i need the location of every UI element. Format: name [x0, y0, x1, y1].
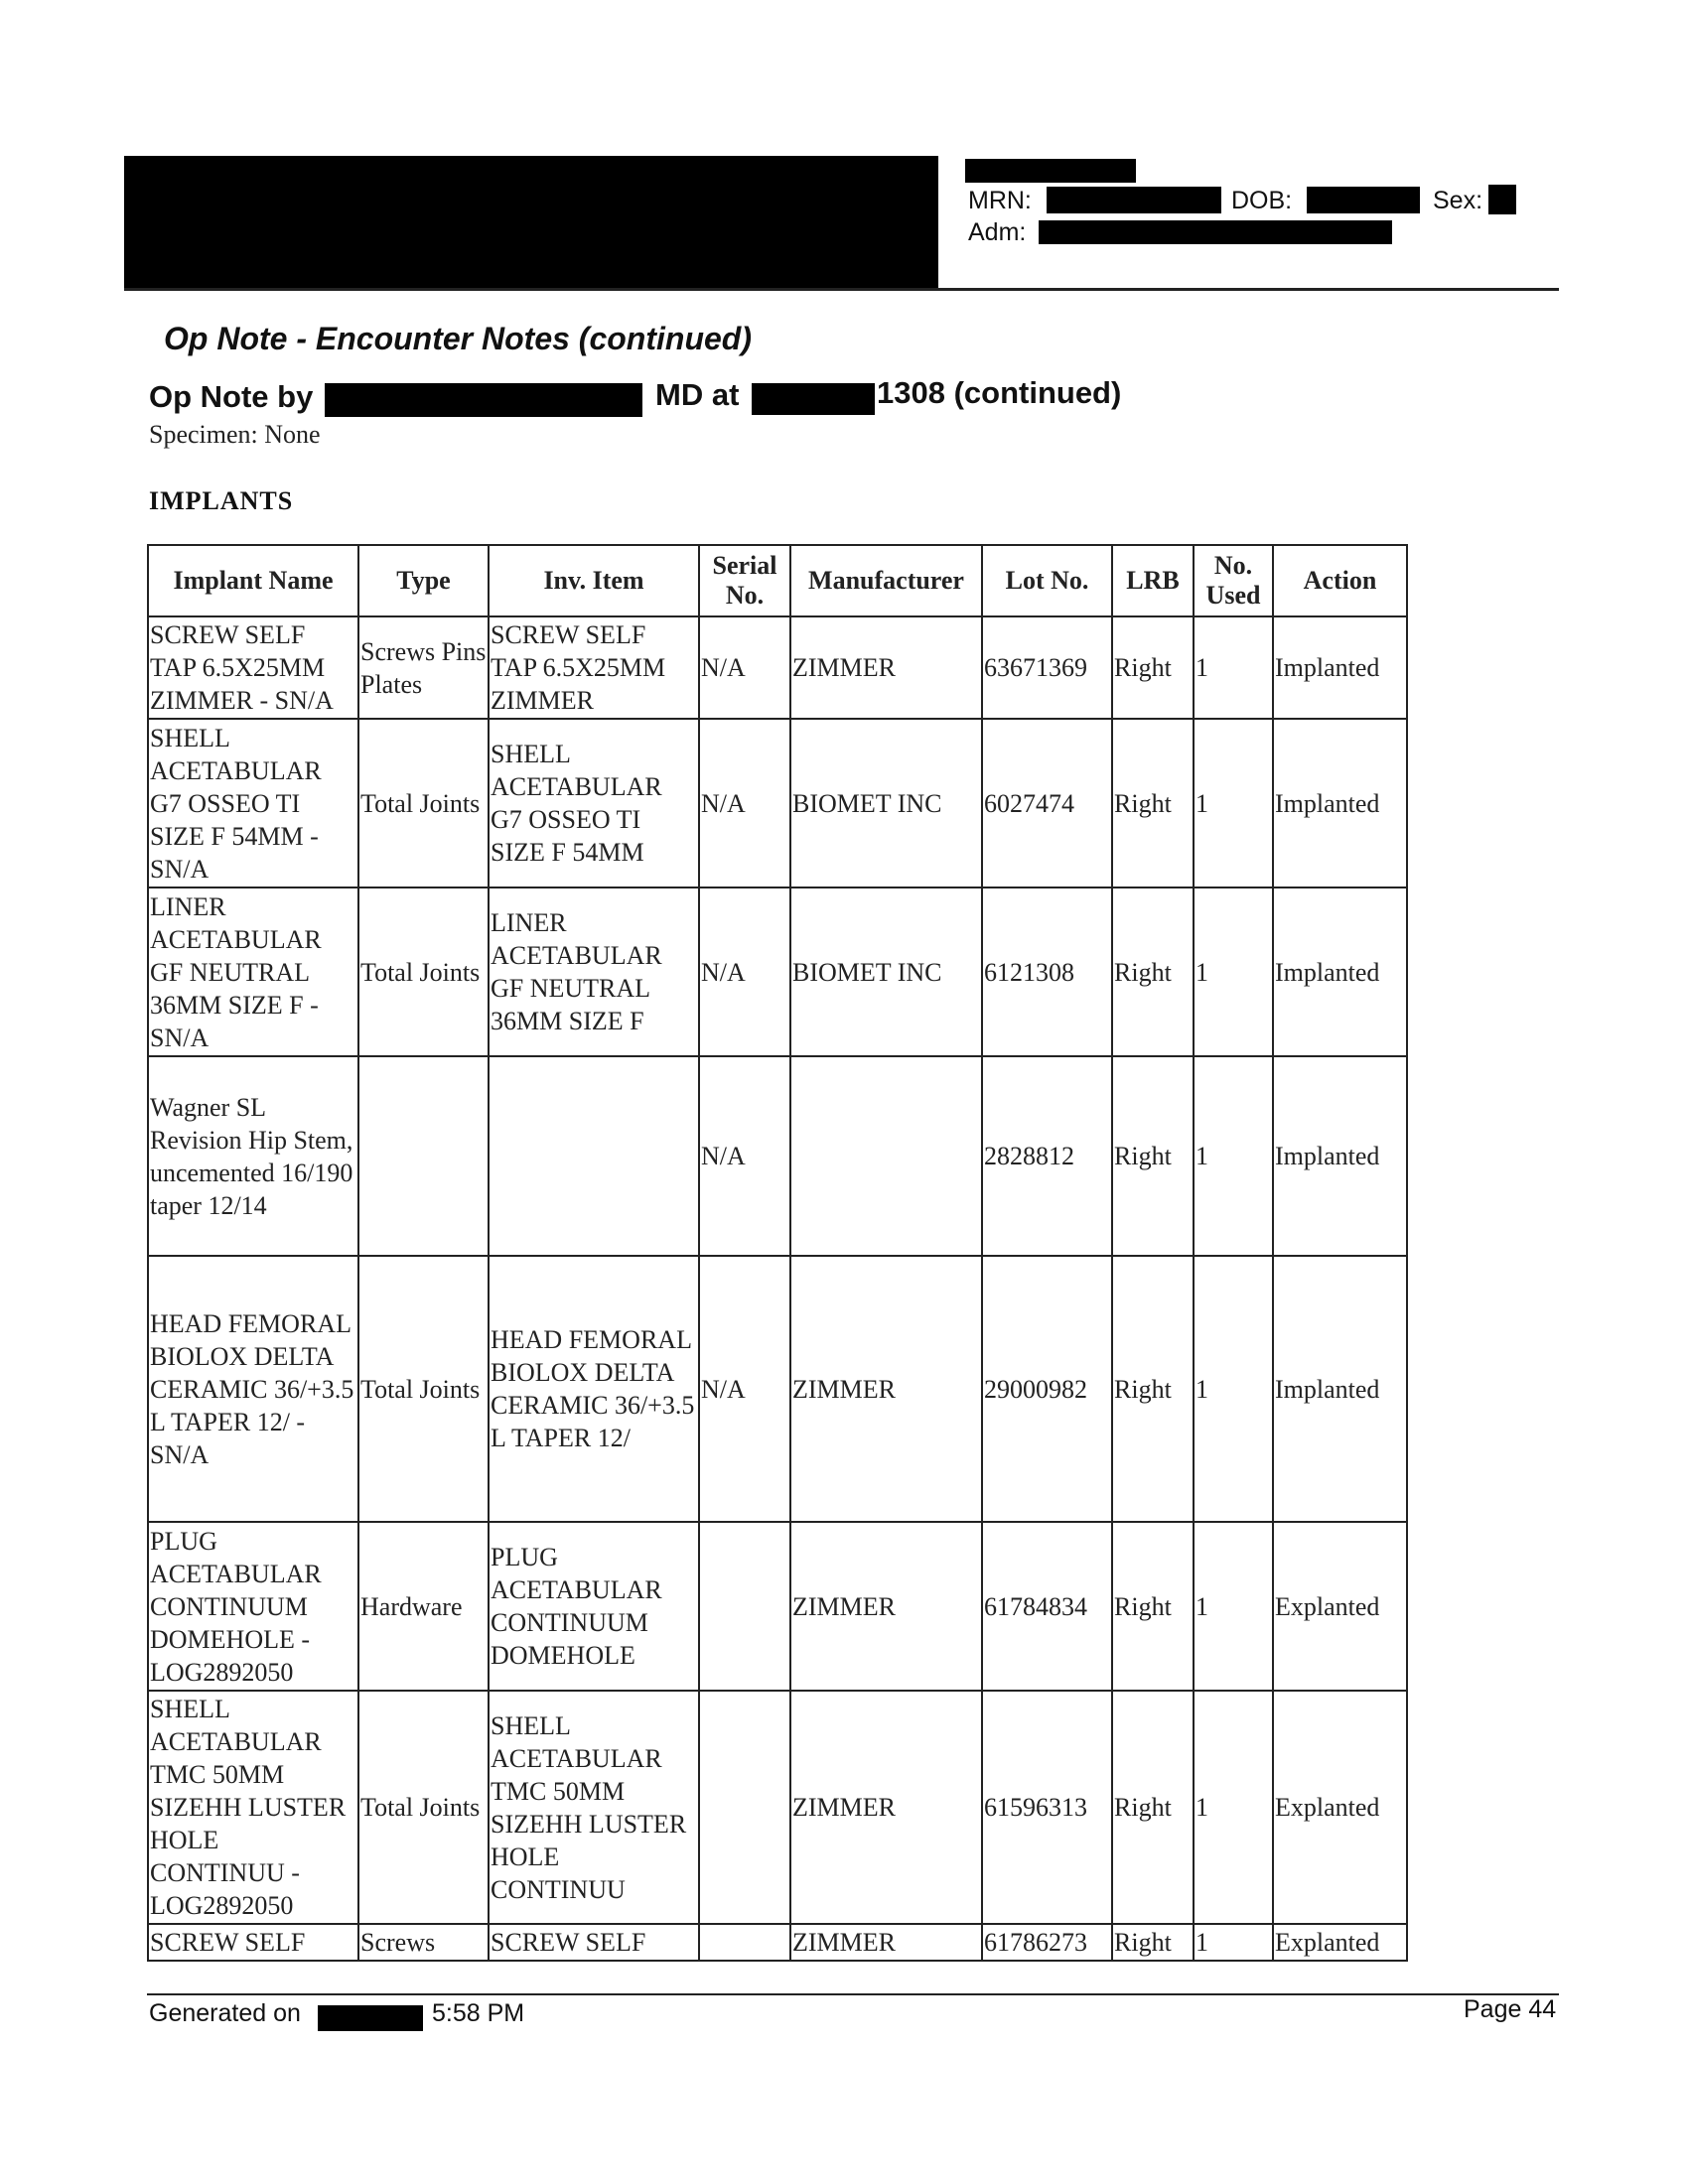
cell-no-used: 1: [1194, 1924, 1273, 1961]
cell-lrb: Right: [1112, 719, 1194, 887]
cell-lrb: Right: [1112, 1691, 1194, 1924]
table-row: [148, 1924, 1407, 1961]
col-header-manufacturer: Manufacturer: [790, 545, 982, 616]
cell-serial-no: N/A: [699, 616, 790, 719]
col-header-lrb: LRB: [1112, 545, 1194, 616]
cell-implant-name: SCREW SELF: [148, 1924, 358, 1961]
cell-lrb: Right: [1112, 616, 1194, 719]
surgeon-redaction: [325, 383, 642, 417]
cell-implant-name: SCREW SELF TAP 6.5X25MM ZIMMER - SN/A: [148, 616, 358, 719]
cell-type: Total Joints: [358, 1691, 489, 1924]
cell-lot-no: 6027474: [982, 719, 1112, 887]
adm-label: Adm:: [968, 218, 1027, 246]
cell-inv-item: HEAD FEMORAL BIOLOX DELTA CERAMIC 36/+3.5 L TAPER 12/: [489, 1256, 699, 1522]
cell-no-used: 1: [1194, 1691, 1273, 1924]
cell-implant-name: SHELL ACETABULAR G7 OSSEO TI SIZE F 54MM - SN/A: [148, 719, 358, 887]
dob-label: DOB:: [1231, 187, 1293, 214]
footer-rule: [147, 1993, 1559, 1995]
cell-inv-item: [489, 1056, 699, 1256]
cell-no-used: 1: [1194, 719, 1273, 887]
cell-action: Explanted: [1273, 1924, 1407, 1961]
cell-implant-name: PLUG ACETABULAR CONTINUUM DOMEHOLE - LOG2892050: [148, 1522, 358, 1691]
cell-lrb: Right: [1112, 1924, 1194, 1961]
sex-label: Sex:: [1433, 187, 1483, 214]
cell-inv-item: SHELL ACETABULAR TMC 50MM SIZEHH LUSTER HOLE CONTINUU: [489, 1691, 699, 1924]
cell-serial-no: N/A: [699, 1256, 790, 1522]
generated-date-redaction: [318, 2005, 423, 2031]
cell-lot-no: 61784834: [982, 1522, 1112, 1691]
cell-type: Hardware: [358, 1522, 489, 1691]
cell-serial-no: N/A: [699, 1056, 790, 1256]
cell-implant-name: HEAD FEMORAL BIOLOX DELTA CERAMIC 36/+3.5 L TAPER 12/ - SN/A: [148, 1256, 358, 1522]
cell-action: Explanted: [1273, 1522, 1407, 1691]
cell-lot-no: 2828812: [982, 1056, 1112, 1256]
table-row: [148, 1522, 1407, 1691]
cell-implant-name: SHELL ACETABULAR TMC 50MM SIZEHH LUSTER HOLE CONTINUU - LOG2892050: [148, 1691, 358, 1924]
cell-type: Screws: [358, 1924, 489, 1961]
mrn-redaction: [1047, 187, 1221, 213]
cell-manufacturer: [790, 1056, 982, 1256]
implants-section-title: IMPLANTS: [149, 486, 294, 515]
cell-manufacturer: ZIMMER: [790, 1924, 982, 1961]
adm-redaction: [1039, 220, 1392, 244]
implants-table: [147, 544, 1408, 1962]
patient-name-redaction: [965, 159, 1136, 183]
cell-no-used: 1: [1194, 1256, 1273, 1522]
cell-manufacturer: ZIMMER: [790, 1522, 982, 1691]
header-rule: [124, 288, 1559, 291]
cell-lrb: Right: [1112, 1522, 1194, 1691]
cell-action: Implanted: [1273, 887, 1407, 1056]
cell-lrb: Right: [1112, 1256, 1194, 1522]
cell-lot-no: 63671369: [982, 616, 1112, 719]
cell-type: Total Joints: [358, 719, 489, 887]
cell-manufacturer: BIOMET INC: [790, 719, 982, 887]
footer-time: 5:58 PM: [432, 1999, 525, 2027]
header-redaction-block: [124, 156, 938, 290]
cell-type: Screws Pins Plates: [358, 616, 489, 719]
cell-no-used: 1: [1194, 887, 1273, 1056]
cell-lot-no: 29000982: [982, 1256, 1112, 1522]
footer-generated-label: Generated on: [149, 1999, 301, 2027]
cell-action: Implanted: [1273, 1256, 1407, 1522]
cell-action: Implanted: [1273, 719, 1407, 887]
cell-inv-item: PLUG ACETABULAR CONTINUUM DOMEHOLE: [489, 1522, 699, 1691]
cell-manufacturer: ZIMMER: [790, 616, 982, 719]
table-row: [148, 1691, 1407, 1924]
table-row: [148, 616, 1407, 719]
footer-page-number: Page 44: [1464, 1995, 1557, 2023]
cell-lrb: Right: [1112, 1056, 1194, 1256]
col-header-type: Type: [358, 545, 489, 616]
col-header-action: Action: [1273, 545, 1407, 616]
cell-implant-name: Wagner SL Revision Hip Stem, uncemented 16/190 taper 12/14: [148, 1056, 358, 1256]
cell-action: Explanted: [1273, 1691, 1407, 1924]
cell-serial-no: N/A: [699, 887, 790, 1056]
mrn-label: MRN:: [968, 187, 1032, 214]
col-header-inv-item: Inv. Item: [489, 545, 699, 616]
cell-lot-no: 61786273: [982, 1924, 1112, 1961]
specimen-line: Specimen: None: [149, 420, 321, 449]
cell-serial-no: [699, 1924, 790, 1961]
cell-lot-no: 61596313: [982, 1691, 1112, 1924]
table-row: [148, 1256, 1407, 1522]
table-header-row: [148, 545, 1407, 616]
cell-inv-item: SCREW SELF TAP 6.5X25MM ZIMMER: [489, 616, 699, 719]
cell-manufacturer: BIOMET INC: [790, 887, 982, 1056]
col-header-lot-no: Lot No.: [982, 545, 1112, 616]
cell-serial-no: [699, 1522, 790, 1691]
col-header-serial-no: Serial No.: [699, 545, 790, 616]
cell-no-used: 1: [1194, 1056, 1273, 1256]
cell-lrb: Right: [1112, 887, 1194, 1056]
cell-inv-item: SCREW SELF: [489, 1924, 699, 1961]
cell-type: Total Joints: [358, 887, 489, 1056]
table-row: [148, 719, 1407, 887]
col-header-no-used: No. Used: [1194, 545, 1273, 616]
cell-inv-item: SHELL ACETABULAR G7 OSSEO TI SIZE F 54MM: [489, 719, 699, 887]
cell-type: Total Joints: [358, 1256, 489, 1522]
cell-action: Implanted: [1273, 616, 1407, 719]
op-note-md-at: MD at: [655, 377, 740, 412]
cell-manufacturer: ZIMMER: [790, 1256, 982, 1522]
op-note-prefix: Op Note by: [149, 379, 314, 414]
col-header-implant-name: Implant Name: [148, 545, 358, 616]
table-row: [148, 887, 1407, 1056]
table-row: [148, 1056, 1407, 1256]
date-redaction: [752, 383, 875, 415]
sex-redaction: [1488, 185, 1516, 214]
cell-lot-no: 6121308: [982, 887, 1112, 1056]
cell-serial-no: [699, 1691, 790, 1924]
op-note-suffix: 1308 (continued): [877, 375, 1122, 410]
dob-redaction: [1307, 187, 1420, 213]
page-title: Op Note - Encounter Notes (continued): [164, 321, 752, 356]
cell-type: [358, 1056, 489, 1256]
cell-implant-name: LINER ACETABULAR GF NEUTRAL 36MM SIZE F - SN/A: [148, 887, 358, 1056]
cell-serial-no: N/A: [699, 719, 790, 887]
cell-manufacturer: ZIMMER: [790, 1691, 982, 1924]
cell-action: Implanted: [1273, 1056, 1407, 1256]
cell-no-used: 1: [1194, 616, 1273, 719]
cell-no-used: 1: [1194, 1522, 1273, 1691]
cell-inv-item: LINER ACETABULAR GF NEUTRAL 36MM SIZE F: [489, 887, 699, 1056]
